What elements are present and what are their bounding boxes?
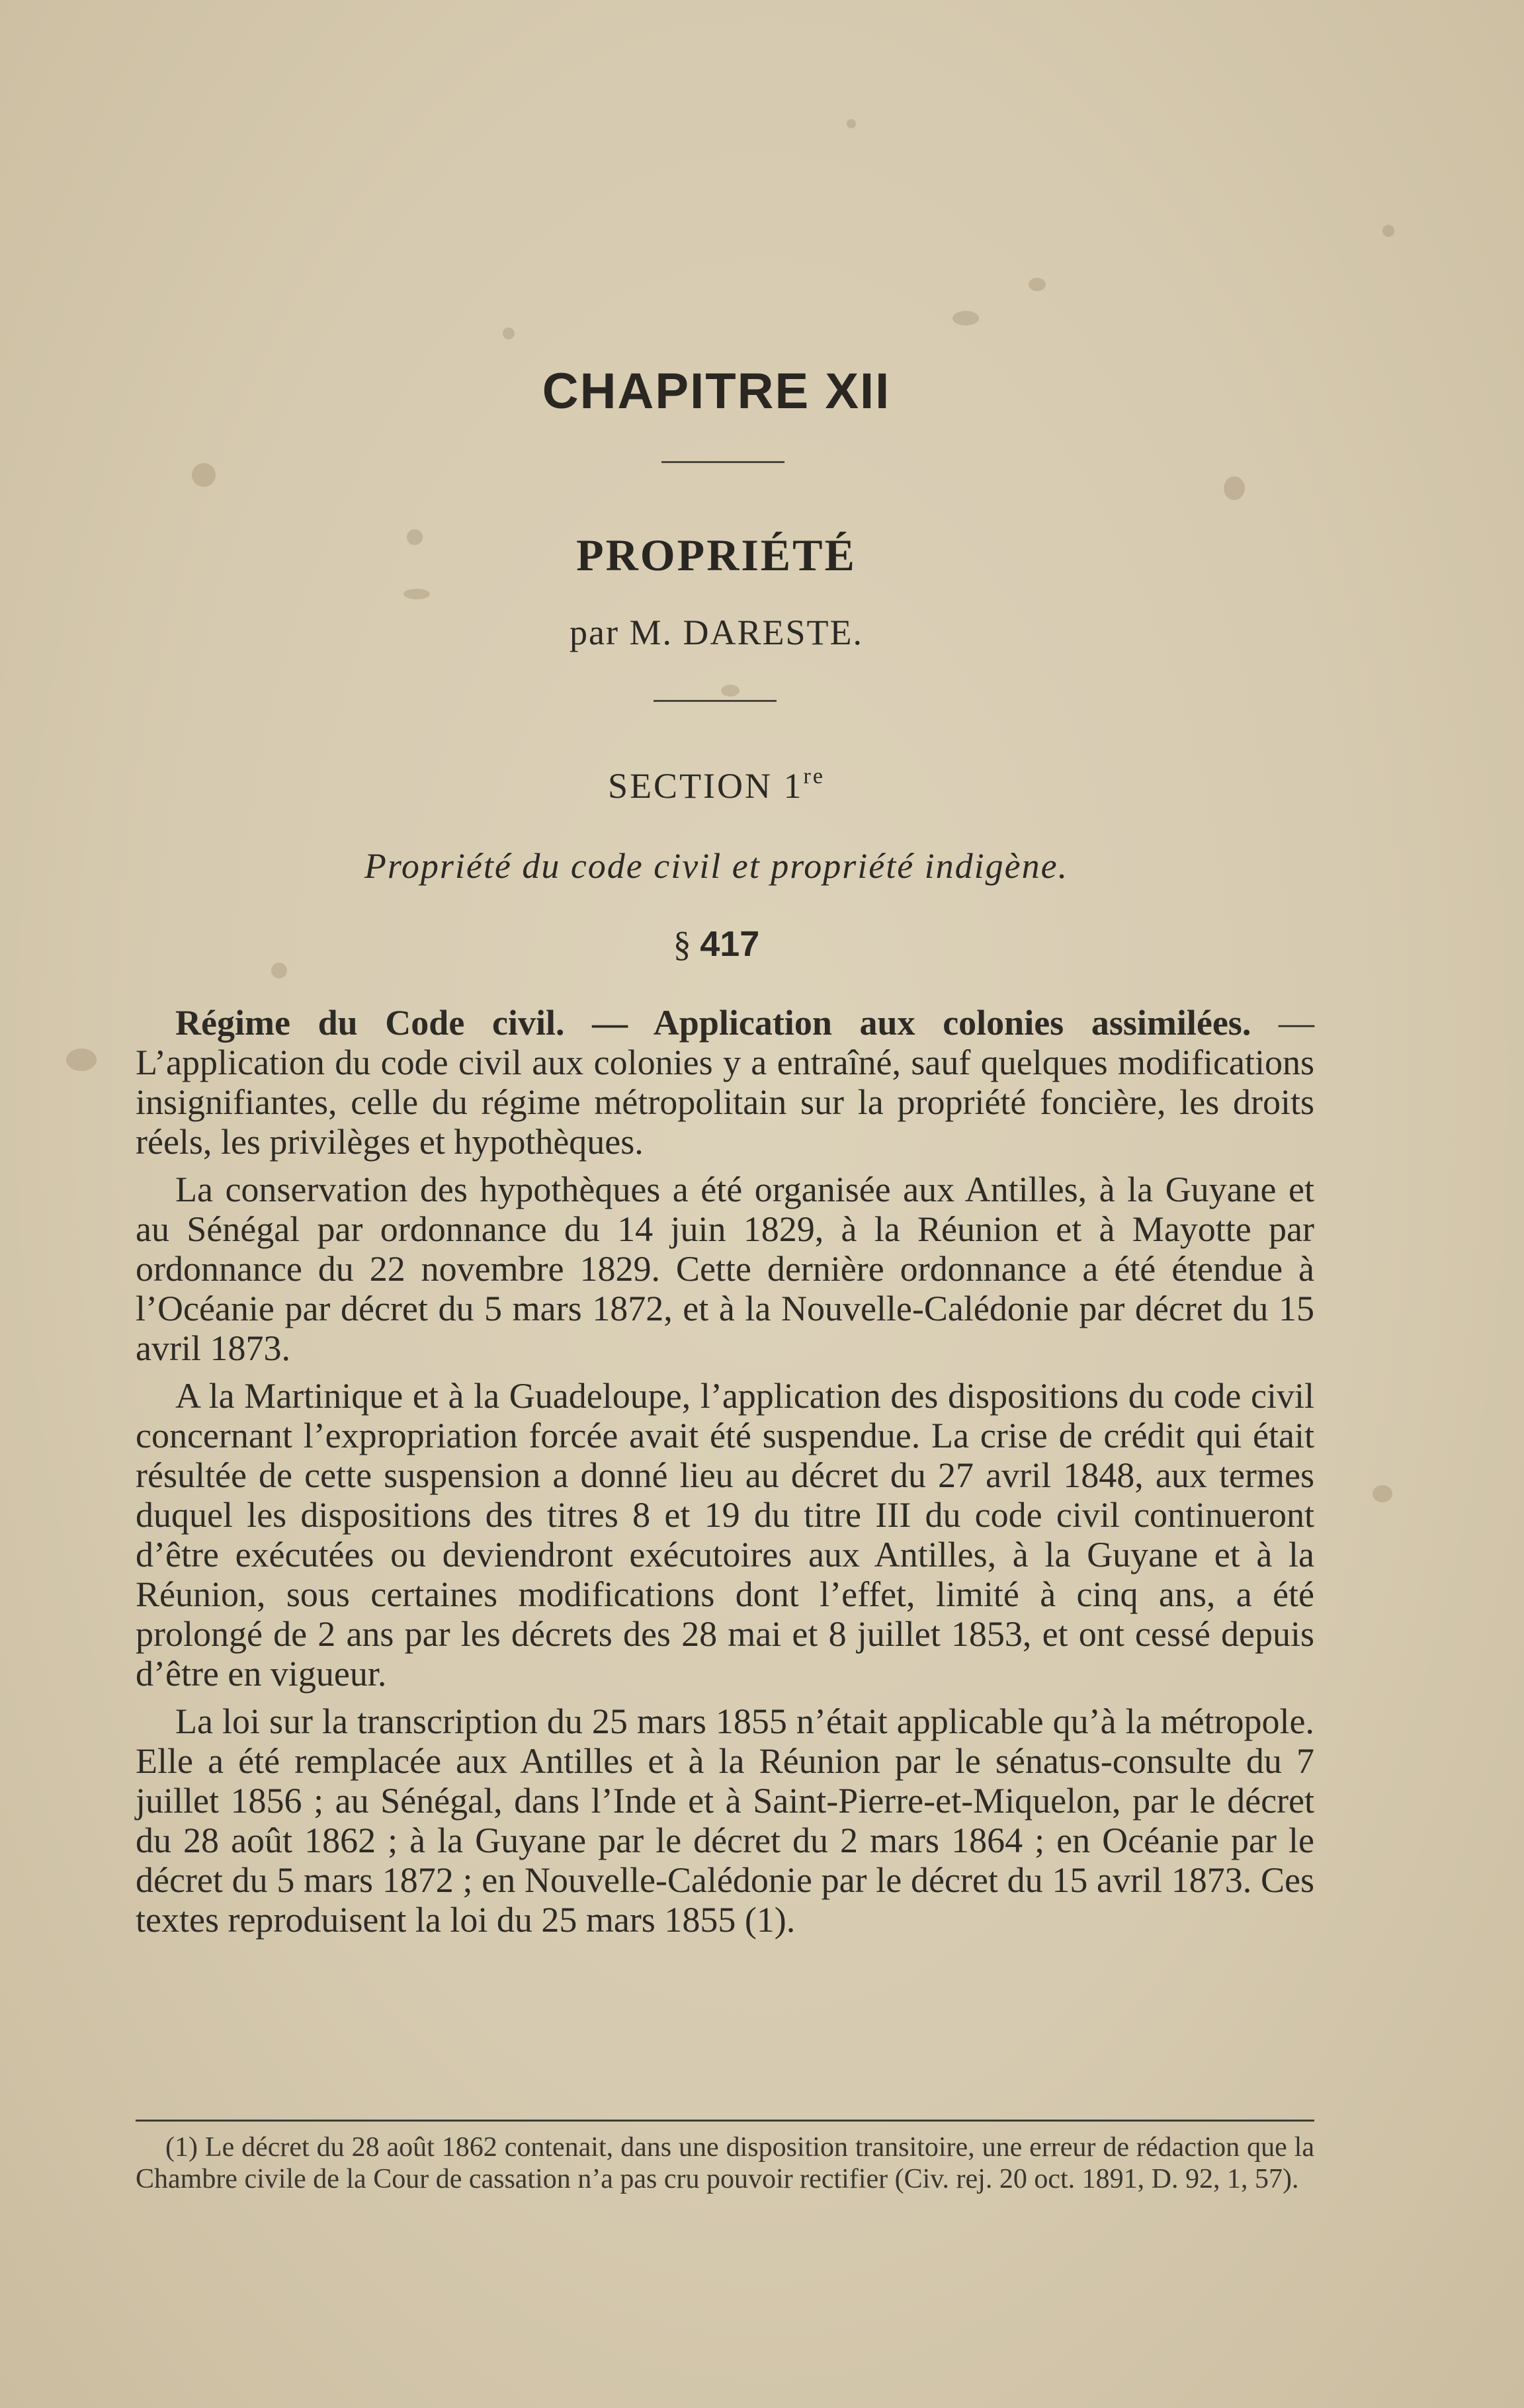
section-label: SECTION 1 — [608, 766, 804, 806]
foxing-spot — [503, 327, 515, 339]
section-subtitle: Propriété du code civil et propriété indigène. — [364, 846, 1069, 886]
foxing-spot — [271, 963, 287, 978]
paragraph-text: — L’application du code civil aux colonies y a entraîné, sauf quelques modifications insignifiantes, celle du régime métropolitain sur la propriété foncière, les droits réels, les privilèges et hypothèques. — [136, 1003, 1314, 1162]
footnote — [136, 2131, 1314, 2195]
body-paragraph-3: A la Martinique et à la Guadeloupe, l’application des dispositions du code civil concernant l’expropriation forcée avait été suspendue. La crise de crédit qui était résultée de cette suspension a donné lieu au décret du 27 avril 1848, aux termes duquel les dispositions des titres 8 et 19 du titre III du code civil continueront d’être exécutées ou deviendront exécutoires aux Antilles, à la Guyane et à la Réunion, sous certaines modifications dont l’effet, limité à cinq ans, a été prolongé de 2 ans par les décrets des 28 mai et 8 juillet 1853, et ont cessé depuis d’être en vigueur. — [136, 1376, 1314, 1694]
section-label-ordinal: re — [803, 764, 825, 789]
foxing-spot — [1029, 278, 1046, 291]
paragraph-number — [0, 924, 1433, 965]
author-byline: par M. DARESTE. — [570, 613, 863, 652]
foxing-spot — [1224, 476, 1245, 500]
paragraph-lead: Régime du Code civil. — Application aux colonies assimilées. — [175, 1003, 1251, 1043]
subject-title: PROPRIÉTÉ — [576, 530, 857, 580]
author-divider — [654, 700, 777, 702]
chapter-title: CHAPITRE XII — [542, 363, 891, 419]
foxing-spot — [1373, 1485, 1392, 1502]
foxing-spot — [66, 1049, 97, 1071]
foxing-spot — [952, 311, 979, 325]
title-divider — [661, 461, 784, 463]
body-paragraph-4: La loi sur la transcription du 25 mars 1855 n’était applicable qu’à la métropole. Elle a été remplacée aux Antilles et à la Réunion par le sénatus-consulte du 7 juillet 1856 ; au Sénégal, dans l’Inde et à Saint-Pierre-et-Miquelon, par le décret du 28 août 1862 ; à la Guyane par le décret du 2 mars 1864 ; en Océanie par le décret du 5 mars 1872 ; en Nouvelle-Calédonie par le décret du 15 avril 1873. Ces textes reproduisent la loi du 25 mars 1855 (1). — [136, 1701, 1314, 1940]
foxing-spot — [192, 463, 216, 487]
section-symbol: § — [673, 924, 691, 964]
body-paragraph-2: La conservation des hypothèques a été organisée aux Antilles, à la Guyane et au Sénégal par ordonnance du 14 juin 1829, à la Réunion et à Mayotte par ordonnance du 22 novembre 1829. Cette dernière ordonnance a été étendue à l’Océanie par décret du 5 mars 1872, et à la Nouvelle-Calédonie par décret du 15 avril 1873. — [136, 1170, 1314, 1368]
section-heading — [0, 764, 1433, 806]
foxing-spot — [721, 685, 740, 697]
body-paragraph-1 — [136, 1003, 1314, 1162]
foxing-spot — [847, 119, 856, 128]
body-text — [136, 1003, 1314, 1948]
footnote-divider — [136, 2120, 1314, 2122]
footnote-text: (1) Le décret du 28 août 1862 contenait, dans une disposition transitoire, une erreur de rédaction que la Chambre civile de la Cour de cassation n’a pas cru pouvoir rectifier (Civ. rej. 20 oct. 1891, D. 92, 1, 57). — [136, 2132, 1314, 2194]
paragraph-number-value: 417 — [700, 924, 760, 964]
foxing-spot — [403, 589, 430, 599]
foxing-spot — [1382, 225, 1394, 237]
